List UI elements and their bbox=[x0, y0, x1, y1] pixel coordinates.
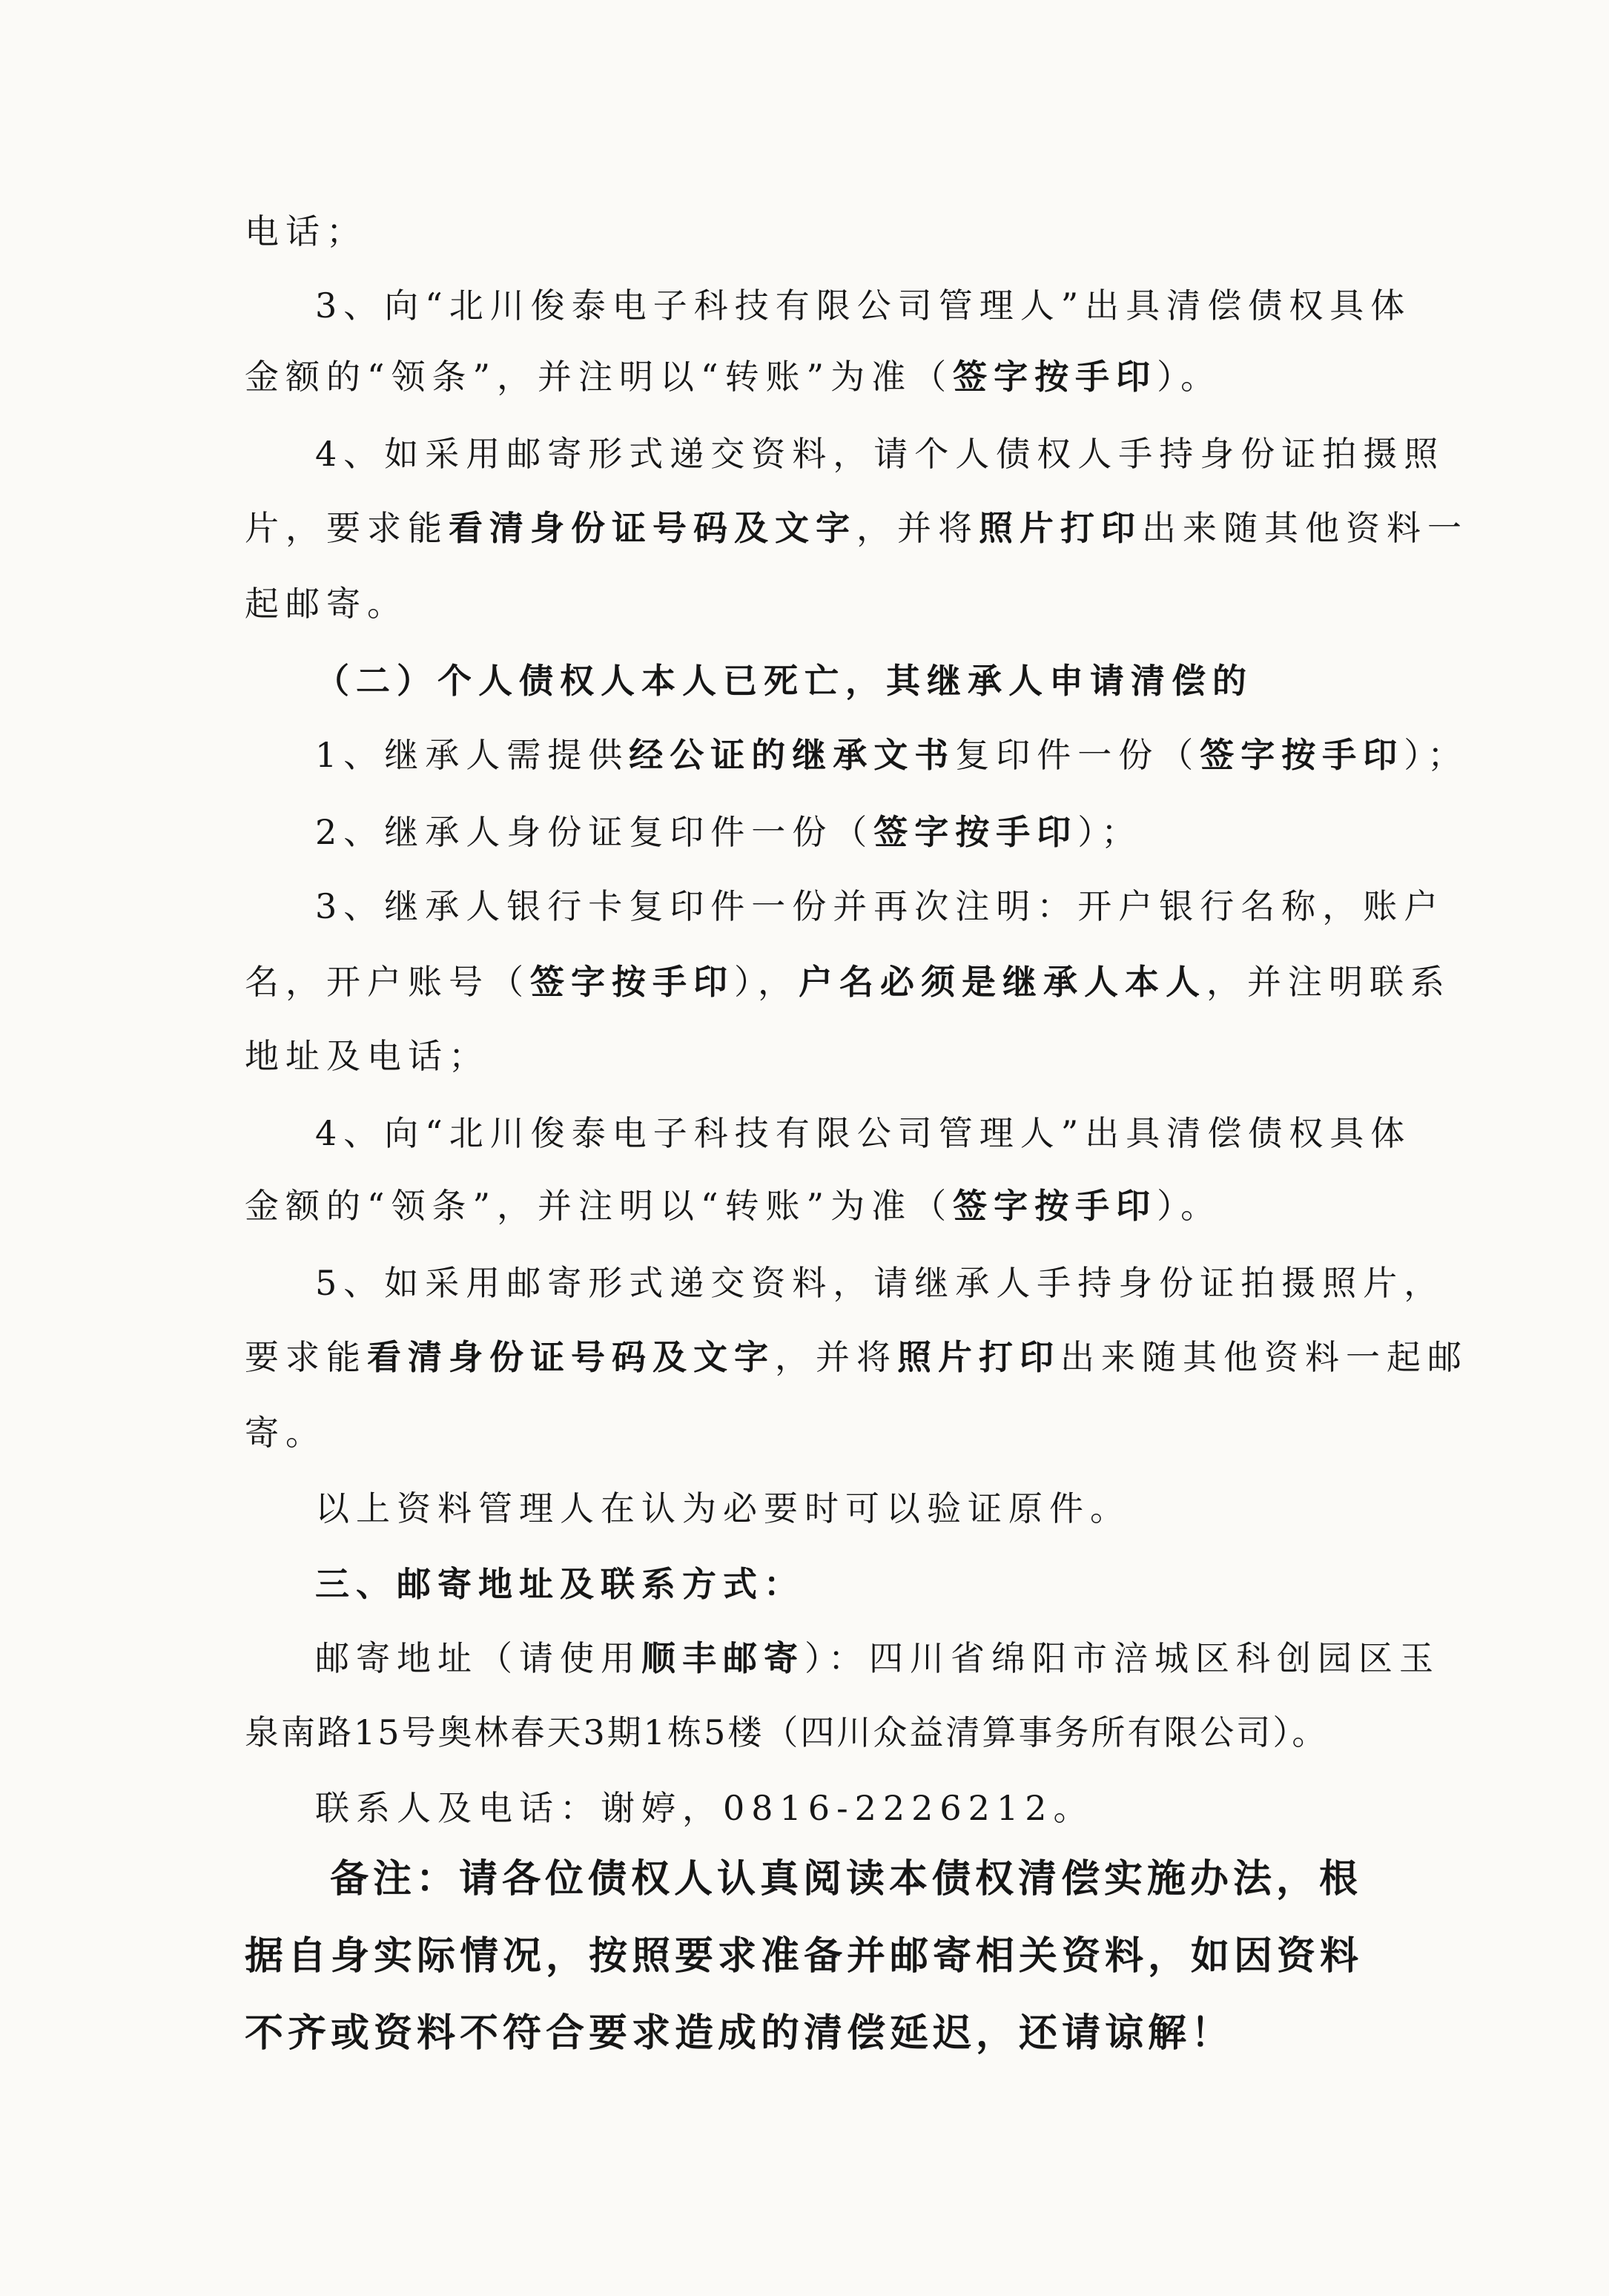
text-span: 据自身实际情况，按照要求准备并邮寄相关资料，如因资料 bbox=[245, 1934, 1364, 1979]
text-span: 联系人及电话：谢婷，0816-2226212。 bbox=[315, 1788, 1094, 1828]
bold-span: 看清身份证号码及文字 bbox=[367, 1337, 775, 1377]
bold-span: 经公证的继承文书 bbox=[629, 735, 956, 775]
text-line bbox=[315, 884, 1444, 928]
text-span: 2、继承人身份证复印件一份（ bbox=[315, 812, 874, 852]
text-span: 3、向“北川俊泰电子科技有限公司管理人”出具清偿债权具体 bbox=[315, 286, 1412, 326]
bold-span: 照片打印 bbox=[897, 1337, 1060, 1377]
text-span: 电话； bbox=[245, 211, 367, 251]
bold-span: 顺丰邮寄 bbox=[641, 1638, 804, 1678]
bold-span: 签字按手印 bbox=[953, 357, 1157, 397]
text-line bbox=[315, 810, 1142, 854]
remark-line bbox=[245, 1931, 1363, 1982]
bold-span: 照片打印 bbox=[979, 508, 1142, 548]
text-line bbox=[315, 1486, 1131, 1531]
text-span: ）。 bbox=[1157, 357, 1222, 397]
text-span: 1、继承人需提供 bbox=[315, 735, 630, 775]
text-span: ）。 bbox=[1157, 1186, 1222, 1226]
text-line bbox=[315, 1786, 1094, 1830]
text-span: 5、如采用邮寄形式递交资料，请继承人手持身份证拍摄照片， bbox=[315, 1263, 1445, 1303]
text-span: 金额的“领条”，并注明以“转账”为准（ bbox=[245, 1186, 954, 1226]
text-span: 3、继承人银行卡复印件一份并再次注明：开户银行名称，账户 bbox=[315, 886, 1445, 926]
text-line bbox=[315, 1111, 1411, 1155]
text-span: ，并将 bbox=[775, 1337, 897, 1377]
text-span: 片，要求能 bbox=[245, 508, 449, 548]
section-heading bbox=[315, 659, 1253, 703]
text-span: ）； bbox=[1077, 812, 1143, 852]
bold-span: 签字按手印 bbox=[1200, 735, 1404, 775]
text-span: 名，开户账号（ bbox=[245, 962, 530, 1002]
text-line bbox=[315, 432, 1444, 476]
text-span: 邮寄地址（请使用 bbox=[315, 1638, 641, 1678]
text-line bbox=[245, 354, 1221, 399]
text-span: 4、向“北川俊泰电子科技有限公司管理人”出具清偿债权具体 bbox=[315, 1113, 1412, 1153]
text-span: 4、如采用邮寄形式递交资料，请个人债权人手持身份证拍摄照 bbox=[315, 434, 1445, 474]
text-span: 备注：请各位债权人认真阅读本债权清偿实施办法，根 bbox=[330, 1857, 1363, 1901]
text-line bbox=[315, 1261, 1444, 1305]
text-span: （二）个人债权人本人已死亡，其继承人申请清偿的 bbox=[315, 661, 1253, 701]
bold-span: 户名必须是继承人本人 bbox=[799, 962, 1206, 1002]
text-line bbox=[245, 1034, 489, 1078]
text-span: 寄。 bbox=[245, 1413, 326, 1453]
text-span: 以上资料管理人在认为必要时可以验证原件。 bbox=[315, 1488, 1131, 1528]
text-span: 复印件一份（ bbox=[955, 735, 1200, 775]
text-span: ）， bbox=[734, 962, 799, 1002]
text-span: ）； bbox=[1404, 735, 1469, 775]
text-line bbox=[245, 1184, 1221, 1228]
text-line bbox=[245, 209, 367, 254]
text-span: 要求能 bbox=[245, 1337, 367, 1377]
text-span: 不齐或资料不符合要求造成的清偿延迟，还请谅解！ bbox=[245, 2011, 1235, 2056]
text-span: 地址及电话； bbox=[245, 1036, 489, 1076]
remark-line bbox=[245, 2008, 1234, 2059]
text-line bbox=[245, 1710, 1328, 1755]
text-line bbox=[315, 283, 1411, 328]
section-heading bbox=[315, 1562, 804, 1606]
text-line bbox=[245, 960, 1451, 1004]
text-line bbox=[245, 1411, 326, 1455]
text-span: 出来随其他资料一起邮 bbox=[1060, 1337, 1468, 1377]
text-span: 三、邮寄地址及联系方式： bbox=[315, 1564, 804, 1604]
text-line bbox=[315, 1636, 1440, 1680]
text-span: ，并将 bbox=[856, 508, 979, 548]
text-line bbox=[315, 733, 1468, 777]
text-span: 泉南路15号奥林春天3期1栋5楼（四川众益清算事务所有限公司）。 bbox=[245, 1712, 1329, 1752]
bold-span: 签字按手印 bbox=[530, 962, 734, 1002]
bold-span: 签字按手印 bbox=[953, 1186, 1157, 1226]
text-line bbox=[245, 506, 1468, 550]
bold-span: 看清身份证号码及文字 bbox=[449, 508, 856, 548]
text-span: ）：四川省绵阳市涪城区科创园区玉 bbox=[804, 1638, 1440, 1678]
bold-span: 签字按手印 bbox=[873, 812, 1078, 852]
text-line bbox=[245, 581, 408, 626]
text-span: ，并注明联系 bbox=[1206, 962, 1451, 1002]
text-span: 起邮寄。 bbox=[245, 584, 408, 624]
text-span: 金额的“领条”，并注明以“转账”为准（ bbox=[245, 357, 954, 397]
remark-line bbox=[330, 1854, 1362, 1904]
text-span: 出来随其他资料一 bbox=[1142, 508, 1468, 548]
text-line bbox=[245, 1335, 1468, 1379]
